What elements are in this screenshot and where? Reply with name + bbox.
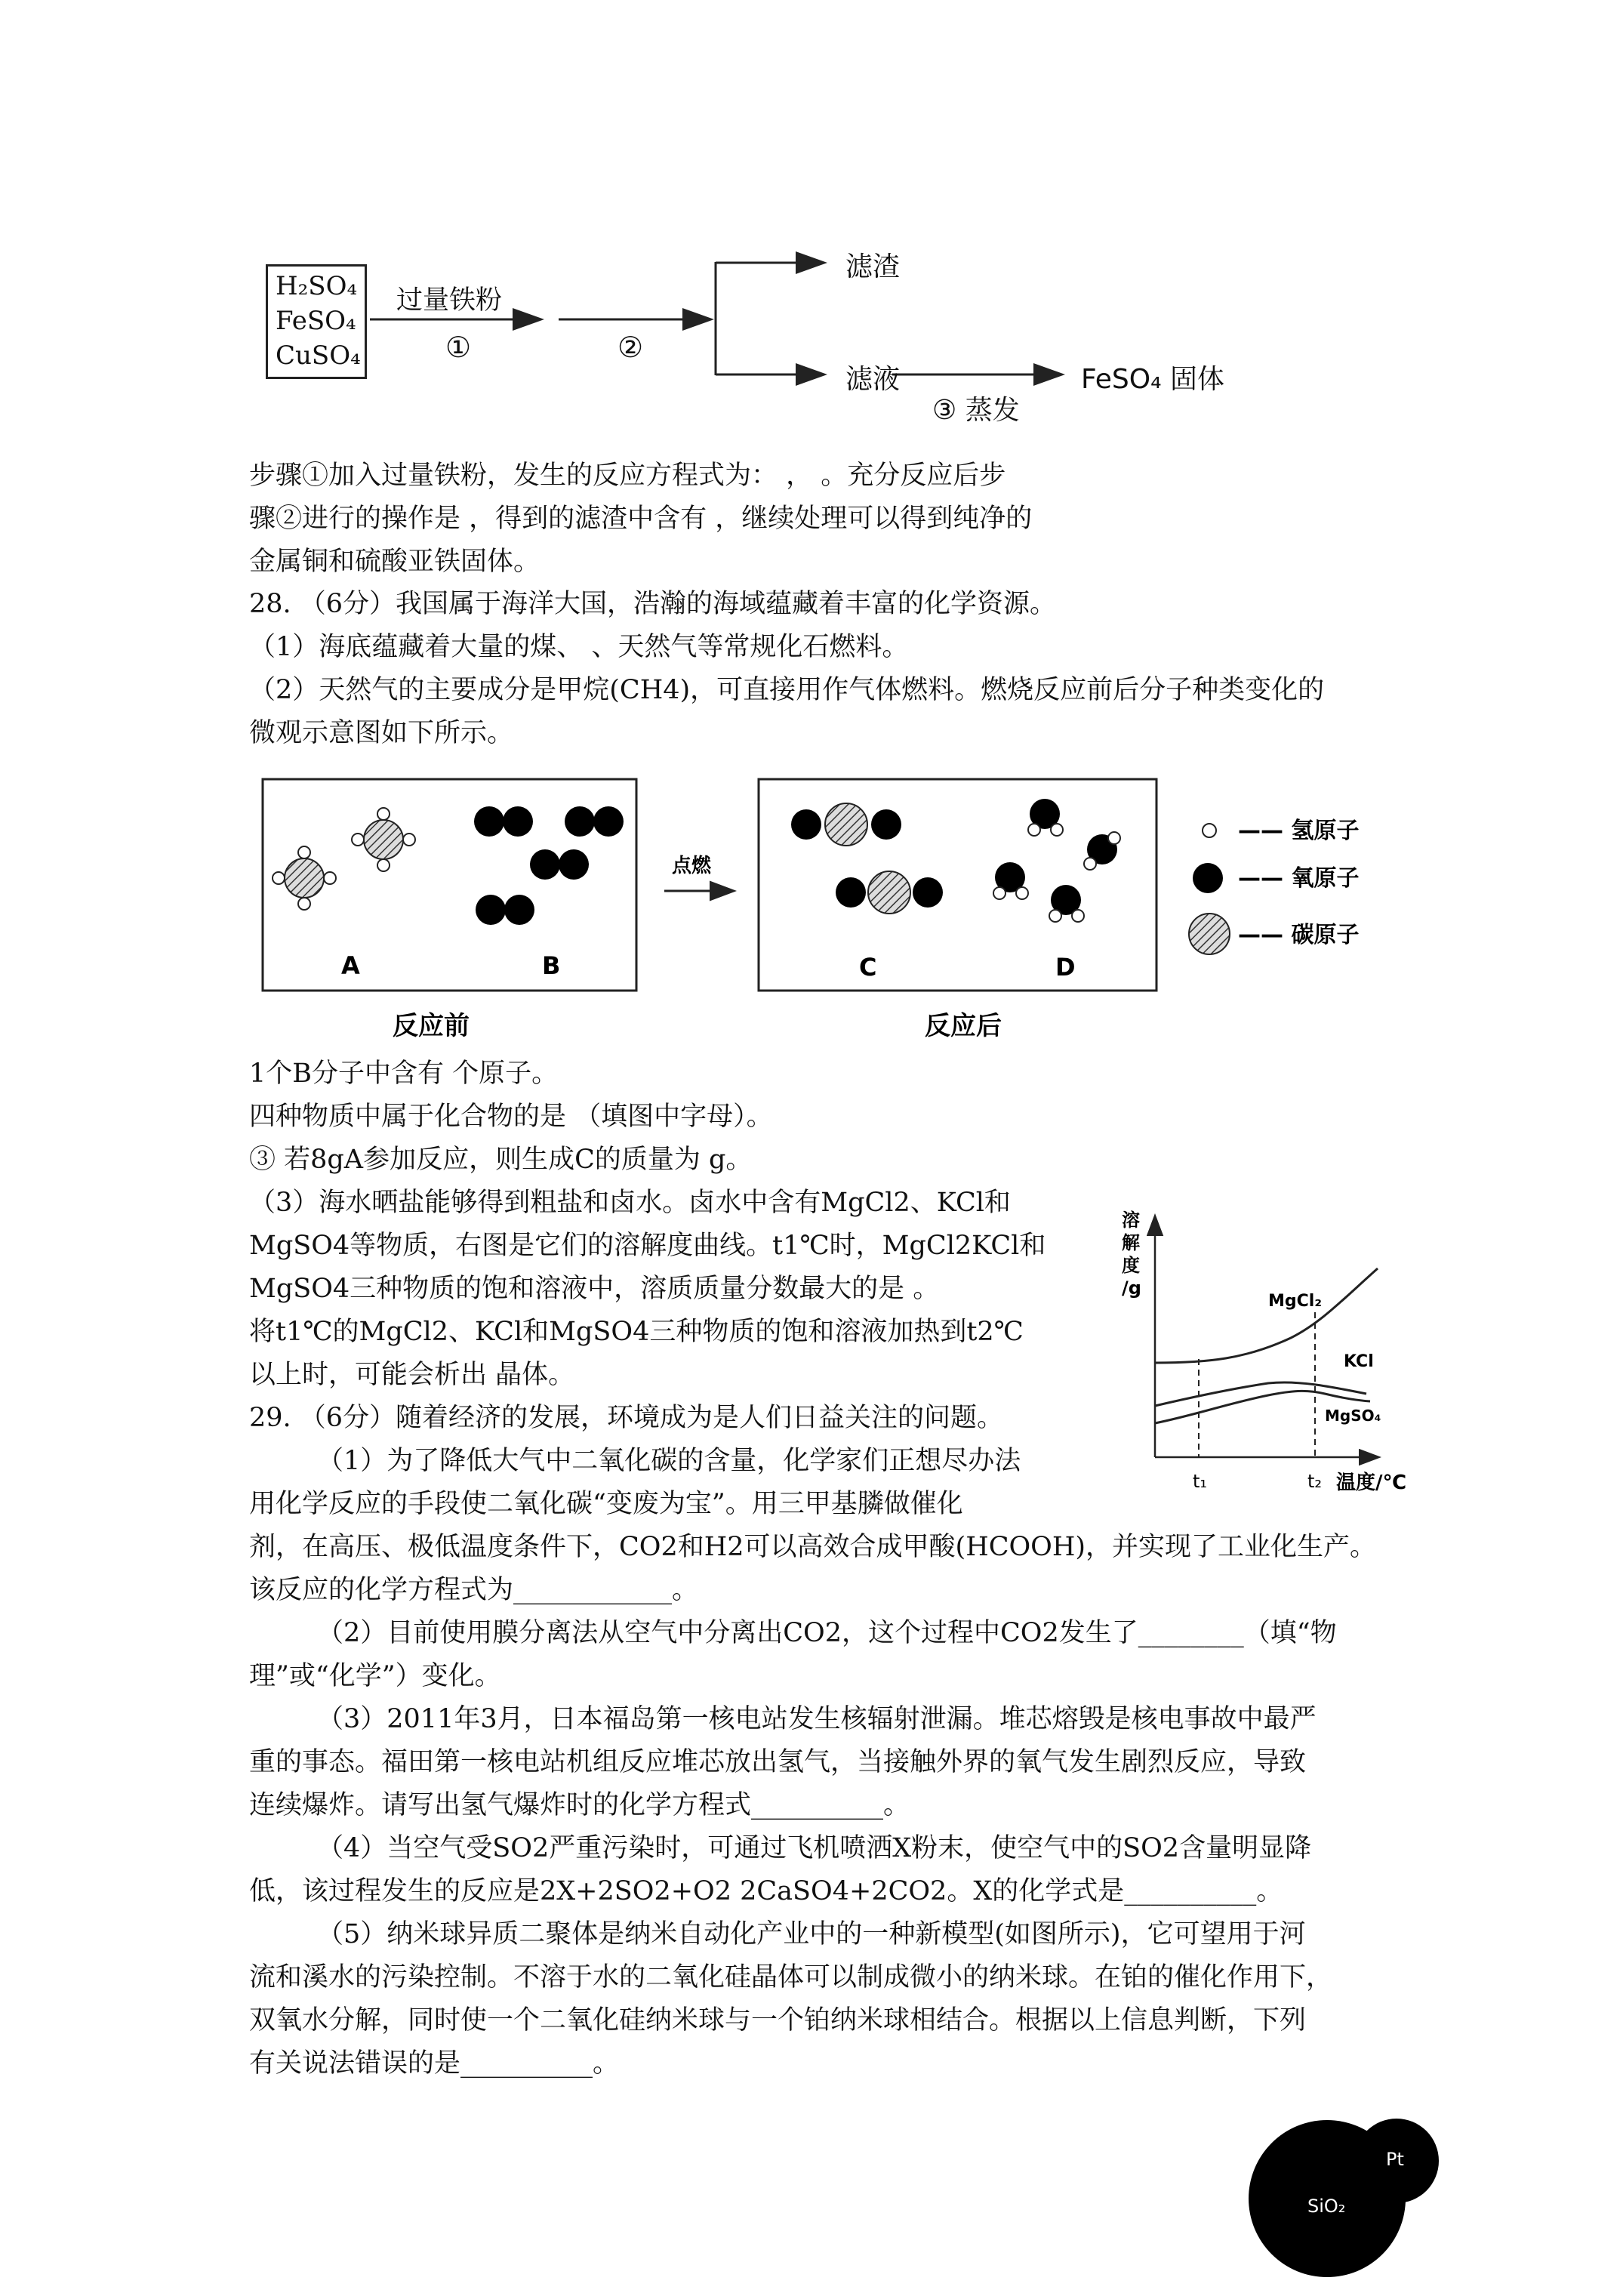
nano-dimer-figure <box>1238 2091 1449 2280</box>
q29-p5b: 流和溪水的污染控制。不溶于水的二氧化硅晶体可以制成微小的纳米球。在铂的催化作用下， <box>249 1962 1333 1992</box>
flow-product: FeSO₄ 固体 <box>1081 364 1224 395</box>
q29-p3a: （3）2011年3月，日本福岛第一核电站发生核辐射泄漏。堆芯熔毁是核电事故中最严 <box>317 1704 1317 1734</box>
diagram-label-a: A <box>341 951 360 980</box>
q28-p3c: MgSO4三种物质的饱和溶液中，溶质质量分数最大的是 。 <box>249 1274 940 1304</box>
q29-p3c: 连续爆炸。请写出氢气爆炸时的化学方程式__________。 <box>249 1790 910 1820</box>
ylabel-1: 溶 <box>1122 1210 1140 1231</box>
reactant-feso4: FeSO₄ <box>276 306 356 336</box>
legend-oxygen-label: —— 氧原子 <box>1238 865 1360 892</box>
q27-line2: 骤②进行的操作是 ，得到的滤渣中含有 ，继续处理可以得到纯净的 <box>249 504 1033 534</box>
q28-s2: 四种物质中属于化合物的是 （填图中字母）。 <box>249 1102 773 1132</box>
flow-residue: 滤渣 <box>845 251 901 282</box>
q29-p1d: 该反应的化学方程式为____________。 <box>249 1575 699 1605</box>
reactant-h2so4: H₂SO₄ <box>276 271 358 301</box>
flow-step1: ① <box>445 331 472 364</box>
q29-p2b: 理”或“化学”）变化。 <box>249 1661 501 1691</box>
co2-molecule-1 <box>791 803 901 846</box>
q29-p5c: 双氧水分解，同时使一个二氧化硅纳米球与一个铂纳米球相结合。根据以上信息判断，下列 <box>249 2005 1307 2036</box>
diagram-label-b: B <box>542 951 561 980</box>
curve-mgcl2 <box>1155 1268 1378 1363</box>
co2-molecule-2 <box>836 871 943 914</box>
tick-t1: t₁ <box>1193 1471 1208 1492</box>
tick-t2: t₂ <box>1307 1471 1323 1492</box>
ignite-label: 点燃 <box>672 855 712 877</box>
legend-carbon-label: —— 碳原子 <box>1238 922 1360 948</box>
diagram-label-d: D <box>1055 953 1076 982</box>
q29-title: 29. （6分）随着经济的发展，环境成为是人们日益关注的问题。 <box>249 1403 1004 1433</box>
solubility-curve <box>1117 1208 1434 1510</box>
sio2-label: SiO₂ <box>1307 2196 1346 2217</box>
q28-p3a: （3）海水晒盐能够得到粗盐和卤水。卤水中含有MgCl2、KCl和 <box>249 1188 1011 1218</box>
series-mgcl2: MgCl₂ <box>1268 1292 1322 1311</box>
molecule-diagram <box>0 755 1623 1057</box>
ylabel-3: 度 <box>1122 1255 1140 1276</box>
q28-s1: 1个B分子中含有 个原子。 <box>249 1059 559 1089</box>
q29-p1b: 用化学反应的手段使二氧化碳“变废为宝”。用三甲基膦做催化 <box>249 1489 963 1519</box>
legend-carbon-icon <box>1189 914 1230 954</box>
q28-p2a: （2）天然气的主要成分是甲烷(CH4)，可直接用作气体燃料。燃烧反应前后分子种类变化的 <box>249 675 1325 705</box>
q29-p1c: 剂，在高压、极低温度条件下，CO2和H2可以高效合成甲酸(HCOOH)，并实现了工业化生产。 <box>249 1532 1377 1562</box>
q29-p1a: （1）为了降低大气中二氧化碳的含量，化学家们正想尽办法 <box>317 1446 1021 1476</box>
after-box <box>759 779 1156 991</box>
q29-p2a: （2）目前使用膜分离法从空气中分离出CO2，这个过程中CO2发生了________（填“物 <box>317 1618 1337 1648</box>
flow-step2: ② <box>617 331 644 364</box>
caption-after: 反应后 <box>925 1011 1002 1041</box>
legend-oxygen-icon <box>1193 863 1223 893</box>
xlabel: 温度/℃ <box>1336 1472 1406 1494</box>
q28-p3d: 将t1℃的MgCl2、KCl和MgSO4三种物质的饱和溶液加热到t2℃ <box>249 1317 1024 1347</box>
caption-before: 反应前 <box>393 1011 470 1041</box>
q28-title: 28. （6分）我国属于海洋大国，浩瀚的海域蕴藏着丰富的化学资源。 <box>249 589 1057 619</box>
flow-filtrate: 滤液 <box>845 364 901 395</box>
q29-p4b: 低，该过程发生的反应是2X+2SO2+O2 2CaSO4+2CO2。X的化学式是__________。 <box>249 1876 1283 1906</box>
ylabel-4: /g <box>1122 1277 1141 1299</box>
q28-p1: （1）海底蕴藏着大量的煤、 、天然气等常规化石燃料。 <box>249 632 909 662</box>
q27-line1: 步骤①加入过量铁粉，发生的反应方程式为： ， 。充分反应后步 <box>249 461 1006 491</box>
q29-p3b: 重的事态。福田第一核电站机组反应堆芯放出氢气，当接触外界的氧气发生剧烈反应，导致 <box>249 1747 1307 1777</box>
q28-p2b: 微观示意图如下所示。 <box>249 718 514 748</box>
q28-p3b: MgSO4等物质，右图是它们的溶解度曲线。t1℃时，MgCl2KCl和 <box>249 1231 1046 1261</box>
series-mgso4: MgSO₄ <box>1325 1407 1381 1425</box>
flow-step3: ③ 蒸发 <box>932 395 1020 426</box>
q27-line3: 金属铜和硫酸亚铁固体。 <box>249 547 540 577</box>
q29-p5d: 有关说法错误的是__________。 <box>249 2048 620 2079</box>
ylabel-2: 解 <box>1122 1232 1140 1253</box>
flow-arrow1-label: 过量铁粉 <box>396 285 503 316</box>
curve-kcl <box>1155 1382 1366 1406</box>
q29-p4a: （4）当空气受SO2严重污染时，可通过飞机喷洒X粉末，使空气中的SO2含量明显降 <box>317 1833 1312 1863</box>
diagram-label-c: C <box>859 953 877 982</box>
series-kcl: KCl <box>1344 1352 1374 1371</box>
flow-arrows <box>0 0 1623 468</box>
q28-p3e: 以上时，可能会析出 晶体。 <box>249 1360 575 1390</box>
q28-s3: ③ 若8gA参加反应，则生成C的质量为 g。 <box>249 1145 753 1175</box>
legend-hydrogen-icon <box>1203 824 1216 837</box>
pt-label: Pt <box>1386 2149 1404 2170</box>
q29-p5a: （5）纳米球异质二聚体是纳米自动化产业中的一种新模型(如图所示)，它可望用于河 <box>317 1919 1306 1949</box>
reactant-cuso4: CuSO₄ <box>276 341 361 371</box>
legend-hydrogen-label: —— 氢原子 <box>1238 818 1360 844</box>
